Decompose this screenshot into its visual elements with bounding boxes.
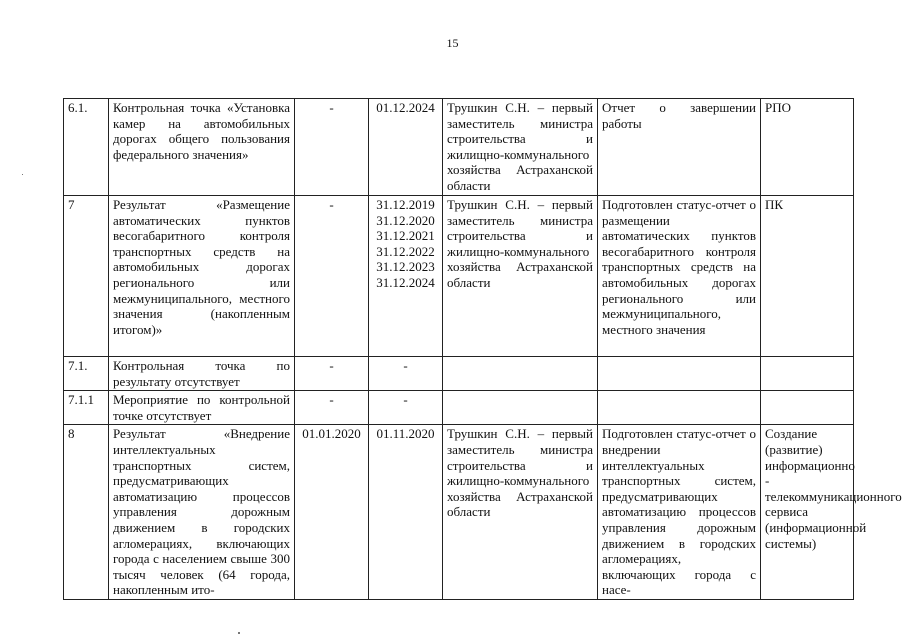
row-number: 7 xyxy=(64,196,109,357)
row-result xyxy=(598,391,761,425)
table-row xyxy=(64,391,854,425)
row-start-date: 01.01.2020 xyxy=(295,425,369,600)
row-result: Подготовлен статус-отчет о внедрении интеллектуальных транспортных систем, предусматривающих автоматизацию процессов управления дорожным движением в городских агломерациях, включающих города с насе- xyxy=(598,425,761,600)
row-title: Результат «Размещение автоматических пунктов весогабаритного контроля транспортных средств на автомобильных дорогах регионального или межмуниципального, местного значения (накопленным итогом)» xyxy=(109,196,295,357)
end-date: 31.12.2024 xyxy=(376,274,435,290)
row-start-date: - xyxy=(295,391,369,425)
row-info xyxy=(761,357,854,391)
row-info: РПО xyxy=(761,99,854,196)
end-date: 31.12.2020 xyxy=(376,212,435,228)
table-row xyxy=(64,425,854,600)
row-number: 8 xyxy=(64,425,109,600)
table-row xyxy=(64,99,854,196)
row-result xyxy=(598,357,761,391)
row-number: 7.1.1 xyxy=(64,391,109,425)
row-responsible xyxy=(443,357,598,391)
row-start-date: - xyxy=(295,196,369,357)
row-end-date: 01.11.2020 xyxy=(369,425,443,600)
scan-speck xyxy=(238,632,240,634)
row-title: Результат «Внедрение интеллектуальных транспортных систем, предусматривающих автоматизацию процессов управления дорожным движением в городских агломерациях, включающих города с населением свыше 300 тысяч человек (64 города, накопленным ито- xyxy=(109,425,295,600)
row-end-date: 01.12.2024 xyxy=(369,99,443,196)
row-responsible: Трушкин С.Н. – первый заместитель министра строительства и жилищно-коммунального хозяйства Астраханской области xyxy=(443,196,598,357)
row-title: Контрольная точка «Установка камер на автомобильных дорогах общего пользования федерального значения» xyxy=(109,99,295,196)
row-end-date: - xyxy=(369,357,443,391)
row-info: Создание (развитие) информационно - телекоммуникационного сервиса (информационной системы) xyxy=(761,425,854,600)
table-row xyxy=(64,357,854,391)
row-end-date: - xyxy=(369,391,443,425)
row-responsible: Трушкин С.Н. – первый заместитель министра строительства и жилищно-коммунального хозяйства Астраханской области xyxy=(443,99,598,196)
row-info xyxy=(761,391,854,425)
row-result: Подготовлен статус-отчет о размещении автоматических пунктов весогабаритного контроля транспортных средств на автомобильных дорогах регионального или межмуниципального, местного значения xyxy=(598,196,761,357)
row-responsible: Трушкин С.Н. – первый заместитель министра строительства и жилищно-коммунального хозяйства Астраханской области xyxy=(443,425,598,600)
end-date: 31.12.2021 xyxy=(376,228,435,244)
table-row xyxy=(64,196,854,357)
end-date: 31.12.2023 xyxy=(376,259,435,275)
row-start-date: - xyxy=(295,99,369,196)
row-title: Мероприятие по контрольной точке отсутствует xyxy=(109,391,295,425)
row-title: Контрольная точка по результату отсутствует xyxy=(109,357,295,391)
end-date: 31.12.2019 xyxy=(376,197,435,212)
page-number: 15 xyxy=(446,36,459,50)
plan-table xyxy=(63,98,902,600)
row-end-dates xyxy=(369,196,443,357)
scan-speck xyxy=(22,174,23,175)
row-number: 6.1. xyxy=(64,99,109,196)
row-info: ПК xyxy=(761,196,854,357)
row-responsible xyxy=(443,391,598,425)
row-start-date: - xyxy=(295,357,369,391)
end-date: 31.12.2022 xyxy=(376,243,435,259)
row-number: 7.1. xyxy=(64,357,109,391)
row-result: Отчет о завершении работы xyxy=(598,99,761,196)
